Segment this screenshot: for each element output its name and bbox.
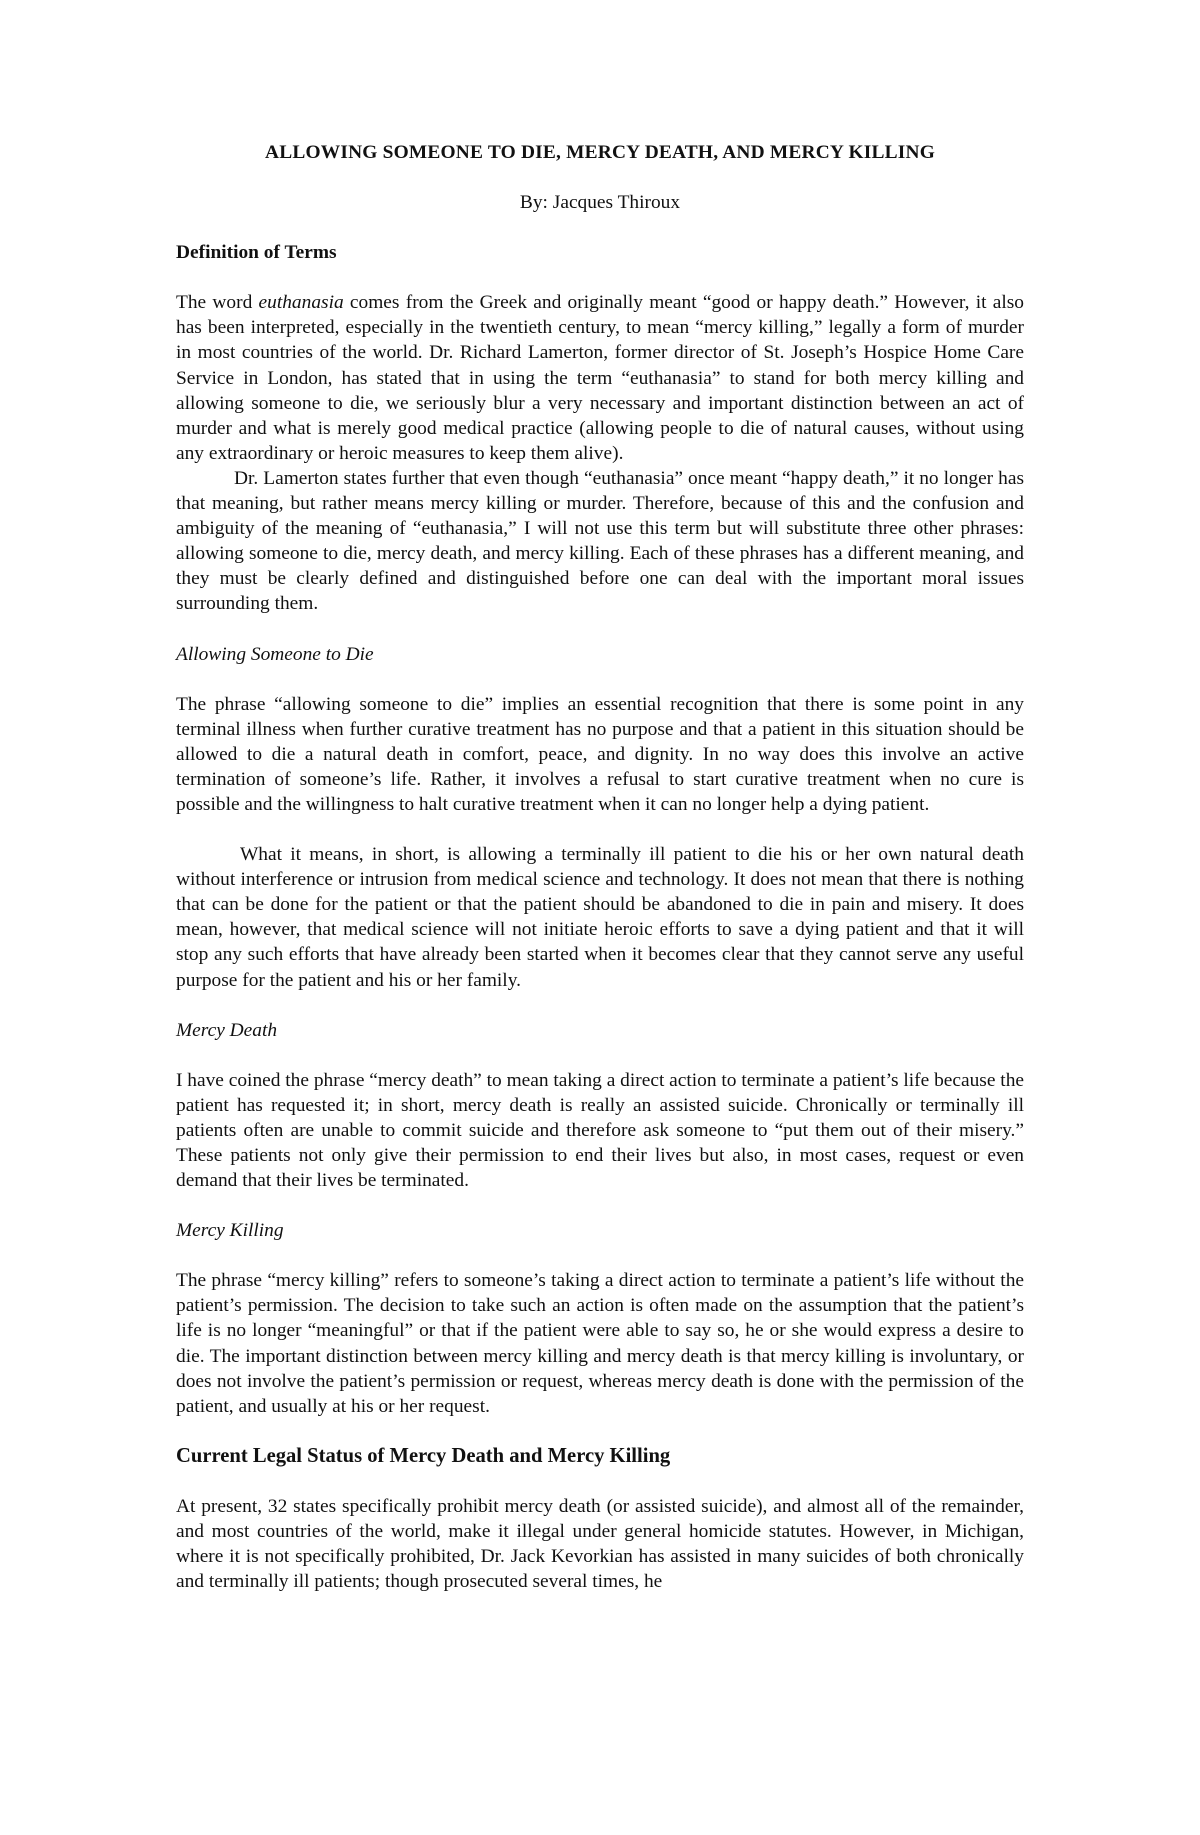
document-page (176, 140, 1024, 1594)
paragraph-definition-2: Dr. Lamerton states further that even though “euthanasia” once meant “happy death,” it no longer has that meaning, but rather means mercy killing or murder. Therefore, because of this and the confusion and ambiguity of the meaning of “euthanasia,” I will not use this term but will substitute three other phrases: allowing someone to die, mercy death, and mercy killing. Each of these phrases has a different meaning, and they must be clearly defined and distinguished before one can deal with the important moral issues surrounding them. (176, 467, 1024, 615)
paragraph-allowing-1: The phrase “allowing someone to die” implies an essential recognition that there is some point in any terminal illness when further curative treatment has no purpose and that a patient in this situation should be allowed to die a natural death in comfort, peace, and dignity. In no way does this involve an active termination of someone’s life. Rather, it involves a refusal to start curative treatment when no cure is possible and the willingness to halt curative treatment when it can no longer help a dying patient. (176, 693, 1024, 815)
paragraph-legal-1: At present, 32 states specifically prohibit mercy death (or assisted suicide), and almost all of the remainder, and most countries of the world, make it illegal under general homicide statutes. However, in Michigan, where it is not specifically prohibited, Dr. Jack Kevorkian has assisted in many suicides of both chronically and terminally ill patients; though prosecuted several times, he (176, 1495, 1024, 1593)
subsection-heading-allowing: Allowing Someone to Die (176, 643, 374, 665)
paragraph-mercy-death-1: I have coined the phrase “mercy death” to mean taking a direct action to terminate a patient’s life because the patient has requested it; in short, mercy death is really an assisted suicide. Chronically or terminally ill patients often are unable to commit suicide and therefore ask someone to “put them out of their misery.” These patients not only give their permission to end their lives but also, in most cases, request or even demand that their lives be terminated. (176, 1069, 1024, 1192)
section-heading-legal-status: Current Legal Status of Mercy Death and Mercy Killing (176, 1444, 671, 1467)
author-byline: By: Jacques Thiroux (519, 192, 681, 214)
paragraph-definition-1 (176, 290, 1024, 466)
section-heading-definition: Definition of Terms (176, 242, 337, 264)
paragraph-body-text: comes from the Greek and originally meant “good or happy death.” However, it also has been interpreted, especially in the twentieth century, to mean “mercy killing,” legally a form of murder in most countries of the world. Dr. Richard Lamerton, former director of St. Joseph’s Hospice Home Care Service in London, has stated that in using the term “euthanasia” to stand for both mercy killing and allowing someone to die, we seriously blur a very necessary and important distinction between an act of murder and what is merely good medical practice (allowing people to die of natural causes, without using any extraordinary or heroic measures to keep them alive). (176, 292, 1024, 464)
euthanasia-term: euthanasia (258, 292, 344, 314)
paragraph-allowing-2: What it means, in short, is allowing a terminally ill patient to die his or her own natural death without interference or intrusion from medical science and technology. It does not mean that there is nothing that can be done for the patient or that the patient should be abandoned to die in pain and misery. It does mean, however, that medical science will not initiate heroic efforts to save a dying patient and that it will stop any such efforts that have already been started when it becomes clear that they cannot serve any useful purpose for the patient and his or her family. (176, 844, 1024, 991)
paragraph-lead-text: The word (176, 292, 259, 314)
subsection-heading-mercy-death: Mercy Death (176, 1019, 278, 1041)
subsection-heading-mercy-killing: Mercy Killing (176, 1220, 284, 1242)
document-title: ALLOWING SOMEONE TO DIE, MERCY DEATH, AND MERCY KILLING (264, 142, 935, 163)
paragraph-mercy-killing-1: The phrase “mercy killing” refers to someone’s taking a direct action to terminate a patient’s life without the patient’s permission. The decision to take such an action is often made on the assumption that the patient’s life is no longer “meaningful” or that if the patient were able to say so, he or she would express a desire to die. The important distinction between mercy killing and mercy death is that mercy killing is involuntary, or does not involve the patient’s permission or request, whereas mercy death is done with the permission of the patient, and usually at his or her request. (176, 1270, 1024, 1417)
